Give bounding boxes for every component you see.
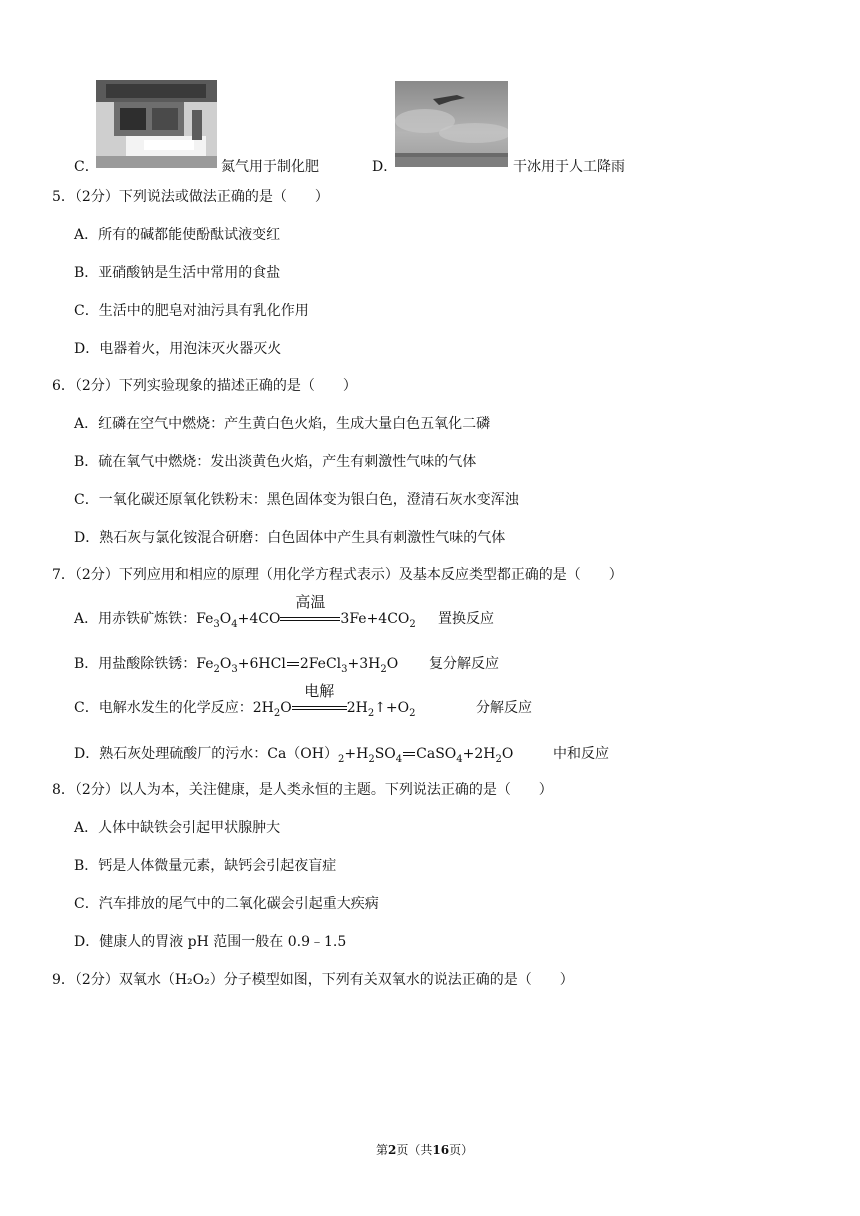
q4-option-c-letter: C． [74, 159, 99, 175]
q5-option-a: A．所有的碱都能使酚酞试液变红 [74, 227, 281, 243]
q5-option-d: D．电器着火，用泡沫灭火器灭火 [74, 341, 282, 357]
q7-option-a [74, 593, 416, 634]
q4-option-d-letter: D． [372, 159, 398, 175]
footer-total-pages: 16 [432, 1143, 450, 1157]
q7-stem: 7．（2分）下列应用和相应的原理（用化学方程式表示）及基本反应类型都正确的是（ ） [52, 567, 623, 583]
q7-a-equation: $Fe_3O_4+4CO$ 高温 $3Fe+4CO_2$ [196, 593, 416, 630]
footer-pre: 第 [376, 1143, 389, 1157]
q7-c-condition [292, 682, 347, 717]
q8-option-b: B．钙是人体微量元素，缺钙会引起夜盲症 [74, 858, 337, 874]
q6-option-b: B．硫在氧气中燃烧：发出淡黄色火焰，产生有刺激性气味的气体 [74, 454, 477, 470]
q6-option-d: D．熟石灰与氯化铵混合研磨：白色固体中产生具有刺激性气味的气体 [74, 530, 506, 546]
q7-a-condition [280, 593, 340, 628]
footer-page-number: 2 [388, 1143, 397, 1157]
q5-option-c: C．生活中的肥皂对油污具有乳化作用 [74, 303, 309, 319]
q7-c-type: 分解反应 [476, 700, 532, 716]
q4-option-c-text: 氮气用于制化肥 [221, 159, 319, 175]
q4-option-d-text: 干冰用于人工降雨 [513, 159, 625, 175]
footer-mid: 页（共 [396, 1143, 433, 1157]
q7-c-equation: $2H_2O$ 电解 $2H_2↑+O_2$ [252, 682, 416, 719]
page-footer [376, 1141, 473, 1158]
q7-a-condition-label: 高温 [295, 593, 326, 611]
q7-d-equation: $Ca(OH)_2+H_2SO_4$ $CaSO_4+2H_2O$ [267, 746, 514, 765]
q7-d-prefix: D．熟石灰处理硫酸厂的污水： [74, 746, 268, 762]
q7-a-prefix: A．用赤铁矿炼铁： [74, 611, 197, 627]
q8-option-a: A．人体中缺铁会引起甲状腺肿大 [74, 820, 281, 836]
q7-c-condition-label: 电解 [304, 682, 335, 700]
q8-option-c: C．汽车排放的尾气中的二氧化碳会引起重大疾病 [74, 896, 379, 912]
q5-stem: 5．（2分）下列说法或做法正确的是（ ） [52, 189, 329, 205]
q7-b-type: 复分解反应 [429, 656, 499, 672]
factory-photo-drawing [96, 80, 217, 168]
q7-b-prefix: B．用盐酸除铁锈： [74, 656, 197, 672]
q5-option-b: B．亚硝酸钠是生活中常用的食盐 [74, 265, 281, 281]
q7-c-prefix: C．电解水发生的化学反应： [74, 700, 253, 716]
q7-b-equation: $Fe_2O_3+6HCl$ $2FeCl_3+3H_2O$ [196, 656, 399, 675]
factory-photo [96, 80, 217, 168]
q6-option-a: A．红磷在空气中燃烧：产生黄白色火焰，生成大量白色五氧化二磷 [74, 416, 491, 432]
q6-option-c: C．一氧化碳还原氧化铁粉末：黑色固体变为银白色，澄清石灰水变浑浊 [74, 492, 519, 508]
q7-option-c [74, 682, 416, 723]
q9-stem: 9．（2分）双氧水（H₂O₂）分子模型如图，下列有关双氧水的说法正确的是（ ） [52, 972, 574, 988]
q8-stem: 8．（2分）以人为本，关注健康，是人类永恒的主题。下列说法正确的是（ ） [52, 782, 553, 798]
q6-stem: 6．（2分）下列实验现象的描述正确的是（ ） [52, 378, 357, 394]
sky-photo-drawing [395, 81, 508, 167]
q7-d-type: 中和反应 [553, 746, 609, 762]
footer-post: 页） [449, 1143, 474, 1157]
q7-a-type: 置换反应 [438, 611, 494, 627]
q7-option-b [74, 655, 398, 679]
sky-photo [395, 81, 508, 167]
q8-option-d: D．健康人的胃液 pH 范围一般在 0.9﹣1.5 [74, 934, 347, 950]
q7-option-d [74, 745, 513, 769]
